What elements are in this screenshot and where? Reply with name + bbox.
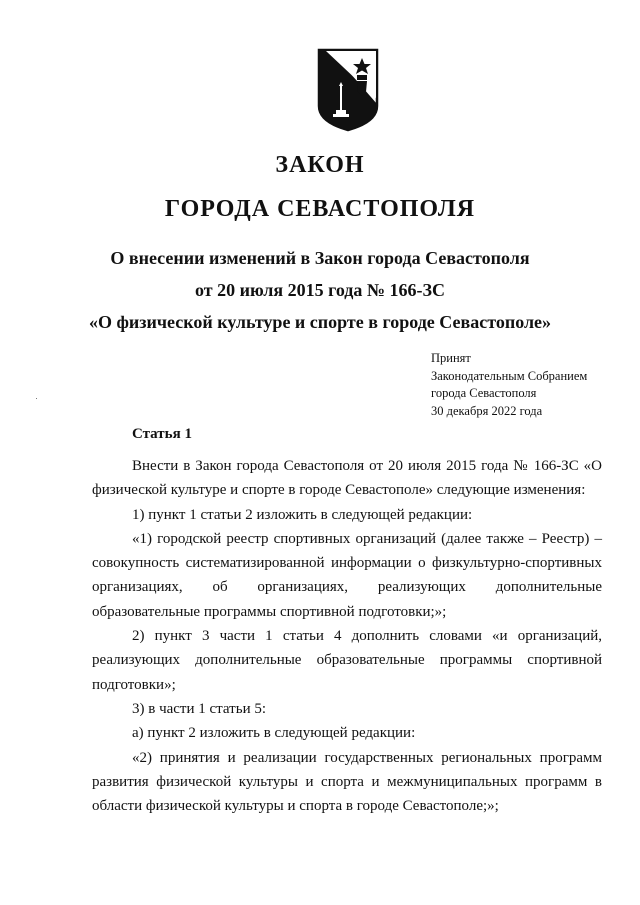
paragraph: а) пункт 2 изложить в следующей редакции: [132, 725, 416, 742]
law-title: ЗАКОН [275, 152, 365, 178]
adoption-line: Принят [431, 351, 471, 365]
law-subtitle-line2: от 20 июля 2015 года № 166-ЗС [194, 280, 445, 300]
article-body [92, 454, 602, 818]
law-subtitle-line1: О внесении изменений в Закон города Севастополя [110, 248, 530, 268]
adoption-line: города Севастополя [431, 386, 537, 400]
adoption-date: 30 декабря 2022 года [431, 403, 543, 418]
sevastopol-coat-of-arms-icon [316, 48, 380, 132]
paragraph: «1) городской реестр спортивных организаций (далее также – Реестр) – совокупность систематизированной информации о физкультурно-спортивных организациях, об организациях, реализующих дополнительные образовательные программы спортивной подготовки;»; [92, 530, 602, 620]
paragraph: 2) пункт 3 части 1 статьи 4 дополнить словами «и организаций, реализующих дополнительные образовательные программы спортивной подготовки»; [92, 628, 602, 693]
paragraph: 3) в части 1 статьи 5: [132, 700, 267, 717]
law-city: ГОРОДА СЕВАСТОПОЛЯ [164, 196, 476, 222]
article-heading: Статья 1 [132, 426, 192, 442]
paragraph: «2) принятия и реализации государственных региональных программ развития физической культуры и спорта и межмуниципальных программ в области физической культуры и спорта в городе Севастополе;»; [92, 749, 602, 815]
scan-speck [36, 398, 37, 399]
adoption-block [431, 350, 587, 420]
paragraph: Внести в Закон города Севастополя от 20 июля 2015 года № 166-ЗС «О физической культуре и спорте в городе Севастополе» следующие изменения: [92, 458, 602, 499]
law-subtitle-line3: «О физической культуре и спорте в городе Севастополе» [88, 312, 552, 332]
paragraph: 1) пункт 1 статьи 2 изложить в следующей редакции: [132, 506, 473, 523]
adoption-line: Законодательным Собранием [431, 368, 588, 383]
